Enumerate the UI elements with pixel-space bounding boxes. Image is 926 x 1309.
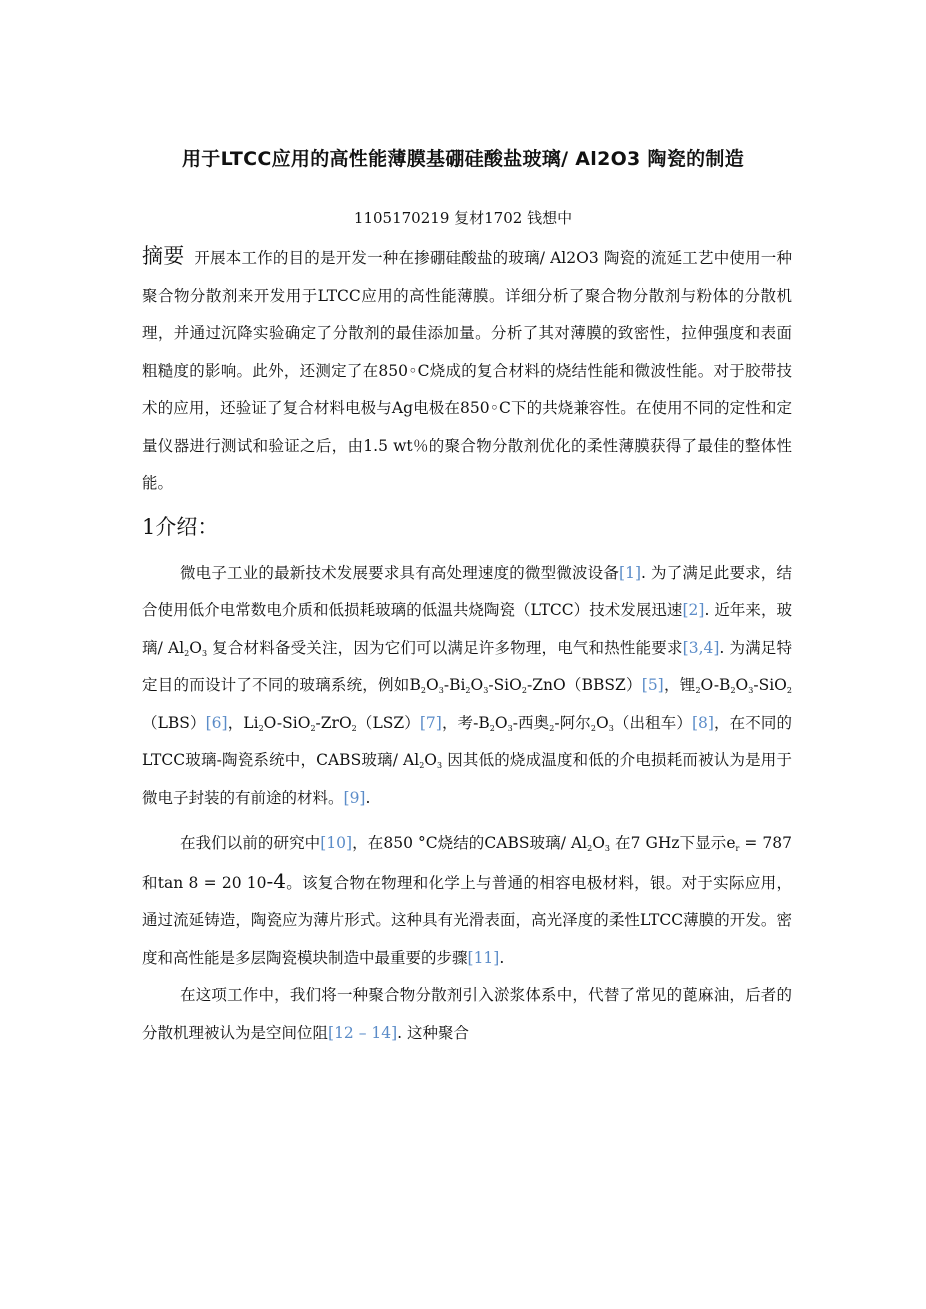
paper-body [142,238,792,1052]
intro-paragraph-2: 在我们以前的研究中[10]，在850 °C烧结的CABS玻璃/ $Al_2O_3$ 在7 GHz下显示$e_r = 787$和tan 8 = 20 10-4。该复合物在物理和化学上与普通的相容电极材料，银。对于实际应用，通过流延铸造，陶瓷应为薄片形式。这种具有光滑表面，高光泽度的柔性LTCC薄膜的开发。密度和高性能是多层陶瓷模块制造中最重要的步骤[11]. [142,834,792,967]
citation-link[interactable]: [9] [343,788,366,807]
citation-link[interactable]: [5] [641,676,664,694]
citation-link[interactable]: [6] [205,713,228,732]
citation-link[interactable]: [2] [682,601,705,619]
citation-link[interactable]: [7] [419,713,442,732]
abstract [142,238,792,503]
citation-link[interactable]: [10] [320,834,353,852]
intro-paragraph-1: 微电子工业的最新技术发展要求具有高处理速度的微型微波设备[1]. 为了满足此要求，结合使用低介电常数电介质和低损耗玻璃的低温共烧陶瓷（LTCC）技术发展迅速[2]. 近年来，玻璃/ $Al_2O_3$ 复合材料备受关注，因为它们可以满足许多物理，电气和热性能要求[3,4]. 为满足特定目的而设计了不同的玻璃系统，例如$B_2O_3-Bi_2O_3-SiO_2-ZnO(BBSZ)[5]$，锂$_2O-B_2O_3-SiO_2(LBS)[6]$，$Li_2O-SiO_2-ZrO_2(LSZ)[7]$，考$-B_2O_3-$西奥$_2$-阿尔$_2O_3$（出租车）[8]，在不同的LTCC玻璃-陶瓷系统中，CABS玻璃/ $Al_2O_3$ 因其低的烧成温度和低的介电损耗而被认为是用于微电子封装的有前途的材料。[9]. [142,563,792,807]
citation-link[interactable]: [1] [619,563,642,582]
intro-paragraph-3: 在这项工作中，我们将一种聚合物分散剂引入淤浆体系中，代替了常见的蓖麻油，后者的分散机理被认为是空间位阻[12 – 14]. 这种聚合 [142,986,792,1042]
section-heading-intro: 1介绍： [142,514,219,539]
paper-title: 用于LTCC应用的高性能薄膜基硼硅酸盐玻璃/ Al2O3 陶瓷的制造 [182,148,744,170]
abstract-text: 开展本工作的目的是开发一种在掺硼硅酸盐的玻璃/ Al2O3 陶瓷的流延工艺中使用一种聚合物分散剂来开发用于LTCC应用的高性能薄膜。详细分析了聚合物分散剂与粉体的分散机理，并通过沉降实验确定了分散剂的最佳添加量。分析了其对薄膜的致密性，拉伸强度和表面粗糙度的影响。此外，还测定了在850◦C烧成的复合材料的烧结性能和微波性能。对于胶带技术的应用，还验证了复合材料电极与Ag电极在850◦C下的共烧兼容性。在使用不同的定性和定量仪器进行测试和验证之后，由1.5 wt％的聚合物分散剂优化的柔性薄膜获得了最佳的整体性能。 [142,249,792,492]
abstract-heading: 摘要 [142,244,185,268]
citation-link[interactable]: [8] [691,713,714,732]
citation-link[interactable]: [3,4] [682,638,720,657]
citation-link[interactable]: [12 – 14] [328,1023,398,1042]
author-line: 1105170219 复材1702 钱想中 [353,209,573,227]
citation-link[interactable]: [11] [467,948,500,967]
